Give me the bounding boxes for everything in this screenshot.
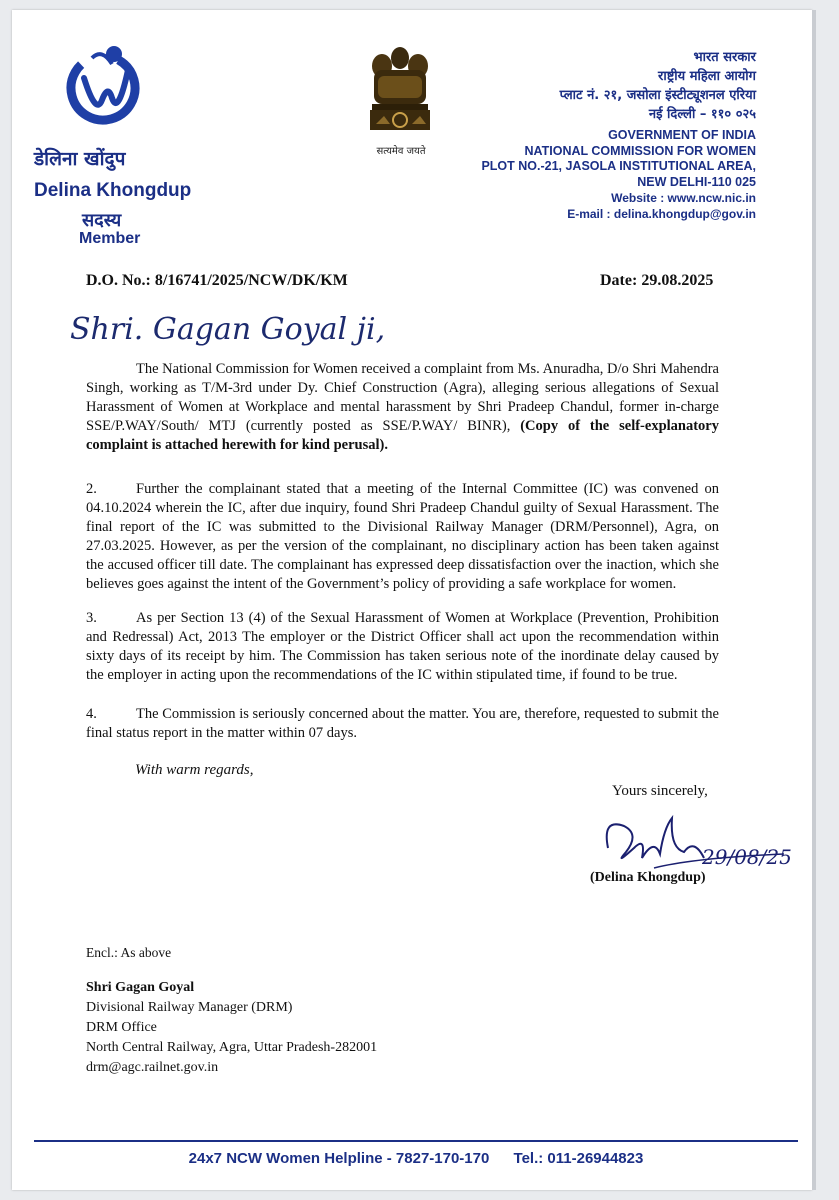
office-header (430, 48, 756, 222)
office-line-english-2: NATIONAL COMMISSION FOR WOMEN (524, 143, 756, 158)
office-website: Website : www.ncw.nic.in (611, 191, 756, 205)
office-line-hindi-2: राष्ट्रीय महिला आयोग (658, 69, 756, 84)
paragraph-2 (86, 480, 719, 594)
addressee-name: Shri Gagan Goyal (86, 980, 195, 995)
member-role-hindi: सदस्य (82, 210, 122, 231)
addressee-designation: Divisional Railway Manager (DRM) (86, 1000, 293, 1015)
footer (34, 1150, 798, 1167)
office-line-english-4: NEW DELHI-110 025 (637, 174, 756, 189)
national-emblem-icon (360, 44, 440, 142)
emblem-motto: सत्यमेव जयते (376, 146, 426, 157)
member-name-english: Delina Khongdup (34, 180, 192, 201)
paragraph-4 (86, 705, 719, 743)
office-line-english-1: GOVERNMENT OF INDIA (608, 128, 756, 142)
office-line-hindi-3: प्लाट नं. २१, जसोला इंस्टीट्यूशनल एरिया (559, 88, 756, 103)
enclosure: Encl.: As above (86, 945, 172, 960)
do-number: D.O. No.: 8/16741/2025/NCW/DK/KM (86, 272, 348, 289)
ncw-logo (62, 38, 144, 134)
paragraph-3 (86, 609, 719, 685)
office-email: E-mail : delina.khongdup@gov.in (567, 207, 756, 221)
office-line-hindi-1: भारत सरकार (693, 50, 756, 65)
office-line-english-3: PLOT NO.-21, JASOLA INSTITUTIONAL AREA, (481, 159, 756, 173)
signature-date: 29/08/25 (702, 845, 792, 869)
paragraph-1-bold: (Copy of the self-explanatory complaint is attached herewith for kind perusal). (86, 418, 719, 453)
letter-date: Date: 29.08.2025 (600, 272, 714, 289)
addressee-email: drm@agc.railnet.gov.in (86, 1060, 219, 1075)
member-role-english: Member (79, 230, 141, 247)
page-edge (812, 10, 816, 1190)
footer-tel: Tel.: 011-26944823 (513, 1150, 644, 1167)
addressee-block (86, 978, 377, 1078)
paragraph-4-number: 4. (86, 706, 97, 722)
paragraph-2-text: Further the complainant stated that a meeting of the Internal Committee (IC) was convened on 04.10.2024 wherein the IC, after due inquiry, found Shri Pradeep Chandul guilty of Sexual Harassment. The final report of the IC was submitted to the Divisional Railway Manager (DRM/Personnel), Agra, on 27.03.2025. However, as per the version of the complainant, no disciplinary action has been taken against the accused officer till date. The complainant has expressed deep dissatisfaction over the inaction, which she believes goes against the intent of the Government’s policy of providing a safe workplace for women. (86, 481, 719, 592)
closing-regards: With warm regards, (135, 762, 254, 778)
paragraph-2-number: 2. (86, 481, 97, 497)
footer-divider (34, 1140, 798, 1142)
footer-helpline: 24x7 NCW Women Helpline - 7827-170-170 (188, 1150, 490, 1167)
salutation: Shri. Gagan Goyal ji, (70, 312, 386, 347)
paragraph-4-text: The Commission is seriously concerned about the matter. You are, therefore, requested to submit the final status report in the matter within 07 days. (86, 706, 719, 741)
addressee-office: DRM Office (86, 1020, 157, 1035)
paragraph-1 (86, 360, 719, 455)
signed-name: (Delina Khongdup) (590, 870, 706, 885)
member-name-hindi: डेलिना खोंदुप (34, 148, 126, 170)
paragraph-3-number: 3. (86, 610, 97, 626)
paragraph-3-text: As per Section 13 (4) of the Sexual Harassment of Women at Workplace (Prevention, Prohibition and Redressal) Act, 2013 The employer or the District Officer shall act upon the recommendation within sixty days of its receipt by him. The Commission has taken serious note of the inordinate delay caused by the employer in acting upon the recommendations of the IC within stipulated time, if found to be true. (86, 610, 719, 683)
addressee-location: North Central Railway, Agra, Uttar Pradesh-282001 (86, 1040, 378, 1055)
yours-sincerely: Yours sincerely, (612, 783, 708, 799)
office-line-hindi-4: नई दिल्ली – ११० ०२५ (648, 107, 756, 122)
paragraph-1-text: The National Commission for Women received a complaint from Ms. Anuradha, D/o Shri Mahendra Singh, working as T/M-3rd under Dy. Chief Construction (Agra), alleging serious allegations of Sexual Harassment of Women at Workplace and mental harassment by Shri Pradeep Chandul, former in-charge SSE/P.WAY/South/ MTJ (currently posted as SSE/P.WAY/ BINR), (86, 361, 719, 434)
